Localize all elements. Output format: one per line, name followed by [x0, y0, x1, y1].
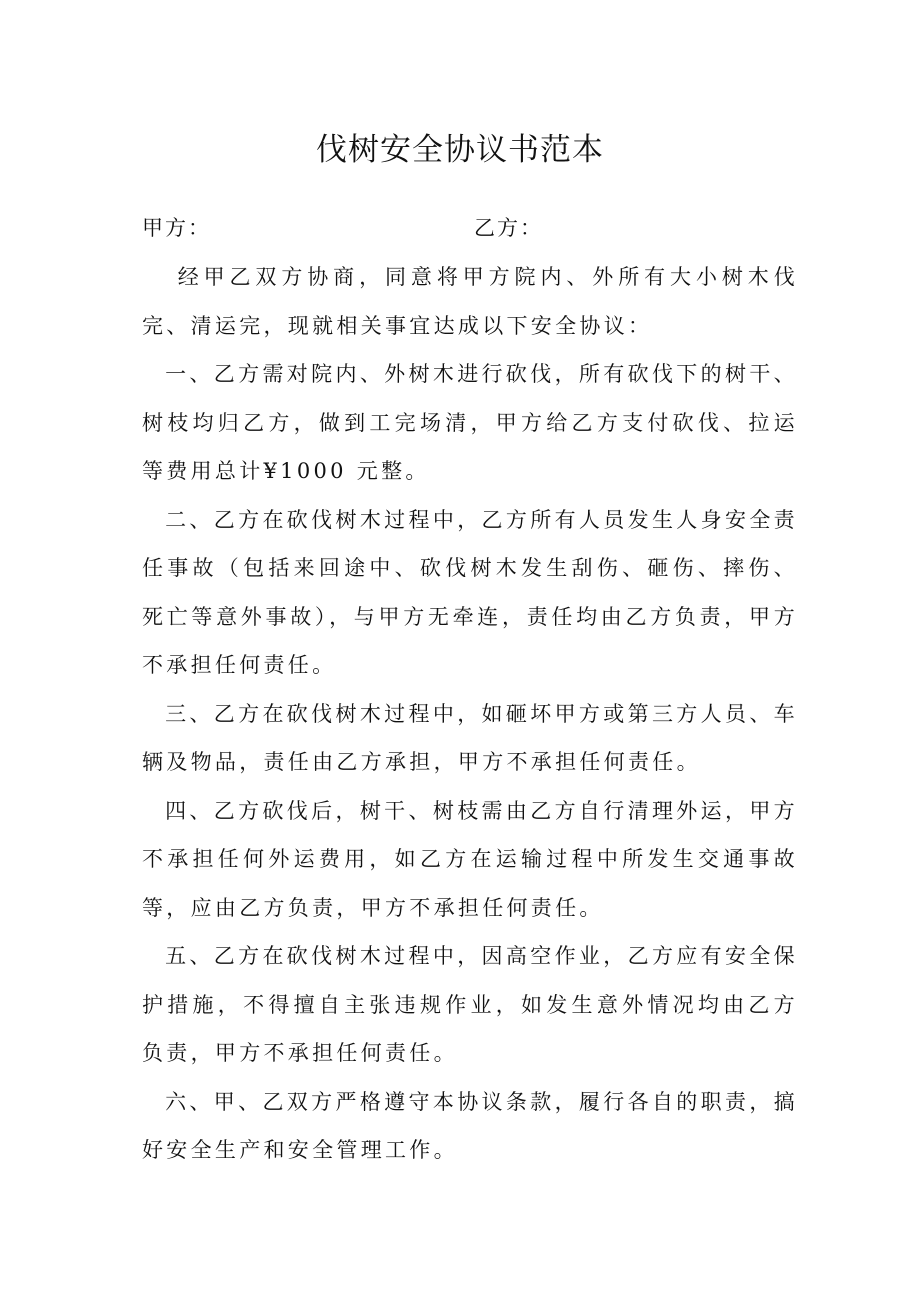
clause-3: 三、乙方在砍伐树木过程中，如砸坏甲方或第三方人员、车辆及物品，责任由乙方承担，甲方不承担任何责任。	[142, 701, 798, 774]
party-b-label: 乙方：	[474, 216, 543, 240]
clause-1: 一、乙方需对院内、外树木进行砍伐，所有砍伐下的树干、树枝均归乙方，做到工完场清，甲方给乙方支付砍伐、拉运等费用总计¥1000 元整。	[142, 362, 798, 483]
clause-6: 六、甲、乙双方严格遵守本协议条款，履行各自的职责，搞好安全生产和安全管理工作。	[142, 1089, 798, 1162]
party-a-label: 甲方：	[142, 216, 211, 240]
clause-2: 二、乙方在砍伐树木过程中，乙方所有人员发生人身安全责任事故（包括来回途中、砍伐树木发生刮伤、砸伤、摔伤、死亡等意外事故），与甲方无牵连，责任均由乙方负责，甲方不承担任何责任。	[142, 507, 798, 677]
intro-paragraph: 经甲乙双方协商，同意将甲方院内、外所有大小树木伐完、清运完，现就相关事宜达成以下安全协议：	[142, 265, 798, 338]
parties-row	[142, 208, 802, 248]
clause-5: 五、乙方在砍伐树木过程中，因高空作业，乙方应有安全保护措施，不得擅自主张违规作业，如发生意外情况均由乙方负责，甲方不承担任何责任。	[142, 944, 798, 1065]
clause-4: 四、乙方砍伐后，树干、树枝需由乙方自行清理外运，甲方不承担任何外运费用，如乙方在运输过程中所发生交通事故等，应由乙方负责，甲方不承担任何责任。	[142, 798, 798, 920]
agreement-body	[142, 253, 798, 1175]
document-title: 伐树安全协议书范本	[316, 132, 604, 168]
